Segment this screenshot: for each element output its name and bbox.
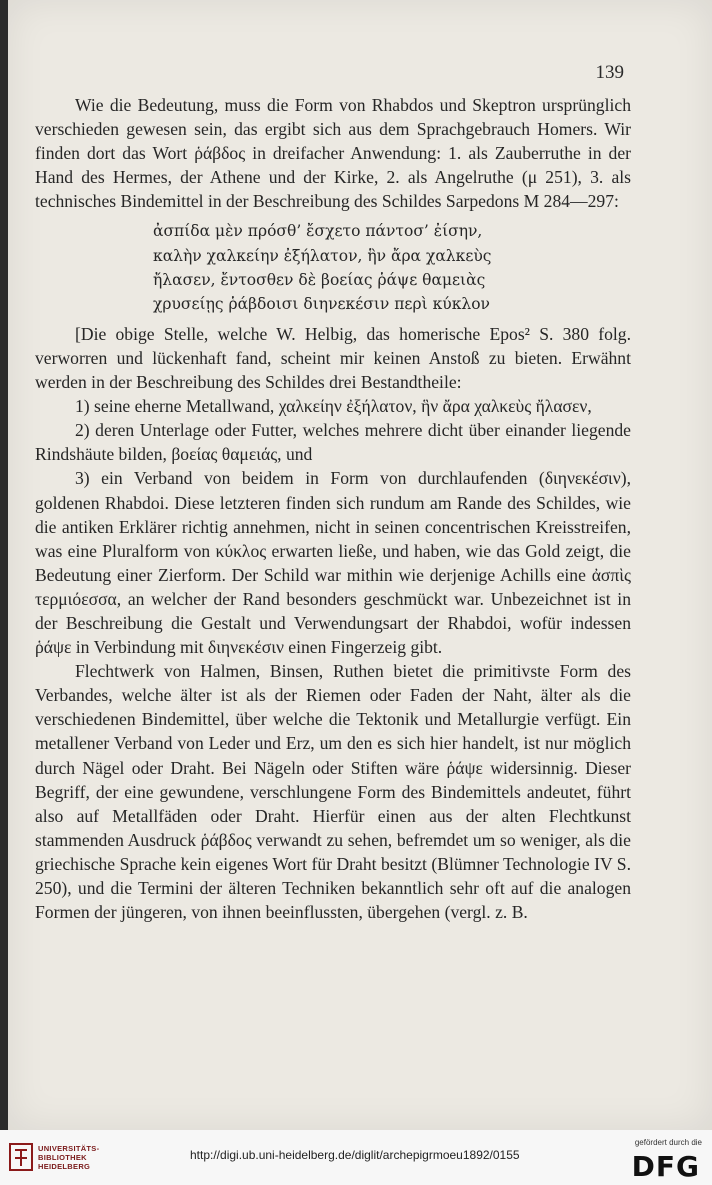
- paragraph-2: [Die obige Stelle, welche W. Helbig, das homerische Epos² S. 380 folg. verworren und lückenhaft fand, scheint mir keinen Anstoß zu bieten. Erwähnt werden in der Beschreibung des Schildes drei Bestandtheile:: [35, 323, 631, 393]
- list-item-3: 3) ein Verband von beidem in Form von durchlaufenden (διηνεκέσιν), goldenen Rhabdoi. Diese letzteren finden sich rundum am Rande des Schildes, wie die antiken Erklärer richtig annehmen, nicht in seinen concentrischen Kreisstreifen, was eine Pluralform von κύκλος erwarten ließe, und haben, wie das Gold zeigt, die Bedeutung einer Zierform. Der Schild war mithin wie derjenige Achills eine ἀσπὶς τερμιόεσσα, an welcher der Rand besonders geschmückt war. Unbezeichnet ist in der Beschreibung die Gestalt und Verwendungsart der Rhabdoi, wofür indessen ῥάψε in Verbindung mit διηνεκέσιν einen Fingerzeig gibt.: [35, 468, 631, 658]
- body-text: [35, 93, 631, 924]
- verse-line: ἀσπίδα μὲν πρόσθ’ ἔσχετο πάντοσ’ ἐίσην,: [153, 222, 483, 241]
- verse-line: χρυσείῃς ῥάβδοισι διηνεκέσιν περὶ κύκλον: [153, 294, 490, 313]
- footer-bar: [0, 1130, 712, 1185]
- list-item-1: 1) seine eherne Metallwand, χαλκείην ἐξήλατον, ἣν ἄρα χαλκεὺς ἤλασεν,: [75, 396, 592, 417]
- page-number: 139: [595, 62, 624, 83]
- dfg-logo: DFG: [631, 1150, 700, 1183]
- greek-verse: [153, 219, 631, 315]
- verse-line: ἤλασεν, ἔντοσθεν δὲ βοείας ῥάψε θαμειὰς: [153, 270, 486, 289]
- paragraph-1: Wie die Bedeutung, muss die Form von Rhabdos und Skeptron ursprünglich verschieden gewesen sein, das ergibt sich aus dem Sprachgebrauch Homers. Wir finden dort das Wort ῥάβδος in dreifacher Anwendung: 1. als Zauberruthe in der Hand des Hermes, der Athene und der Kirke, 2. als Angelruthe (μ 251), 3. als technisches Bindemittel in der Beschreibung des Schildes Sarpedons M 284—297:: [35, 95, 631, 212]
- paragraph-3: Flechtwerk von Halmen, Binsen, Ruthen bietet die primitivste Form des Verbandes, welche älter ist als der Riemen oder Faden der Naht, älter als die verschiedenen Bindemittel, über welche die Tektonik und Metallurgie verfügt. Ein metallener Verband von Leder und Erz, um den es sich hier handelt, ist nur möglich durch Nägel oder Draht. Bei Nägeln oder Stiften wäre ῥάψε widersinnig. Dieser Begriff, der eine gewundene, verschlungene Form des Bindemittels andeutet, führt also auf Metallfäden oder Draht. Hierfür einen aus der alten Flechtkunst stammenden Ausdruck ῥάβδος verwandt zu sehen, befremdet um so weniger, als die griechische Sprache kein eigenes Wort für Draht besitzt (Blümner Technologie IV S. 250), und die Termini der älteren Techniken bekanntlich sehr oft auf die analogen Formen der jüngeren, von ihnen beeinflussten, übergehen (vergl. z. B.: [35, 661, 631, 923]
- list-item-2: 2) deren Unterlage oder Futter, welches mehrere dicht über einander liegende Rindshäute bilden, βοείας θαμειάς, und: [35, 420, 631, 465]
- university-seal-icon: [8, 1142, 34, 1172]
- verse-line: καλὴν χαλκείην ἐξήλατον, ἣν ἄρα χαλκεὺς: [153, 246, 492, 265]
- permalink-url[interactable]: http://digi.ub.uni-heidelberg.de/diglit/archepigrmoeu1892/0155: [190, 1148, 520, 1162]
- scanned-page: [8, 0, 712, 1130]
- university-name: UNIVERSITÄTS- BIBLIOTHEK HEIDELBERG: [38, 1144, 100, 1171]
- funding-note: gefördert durch die: [634, 1138, 702, 1147]
